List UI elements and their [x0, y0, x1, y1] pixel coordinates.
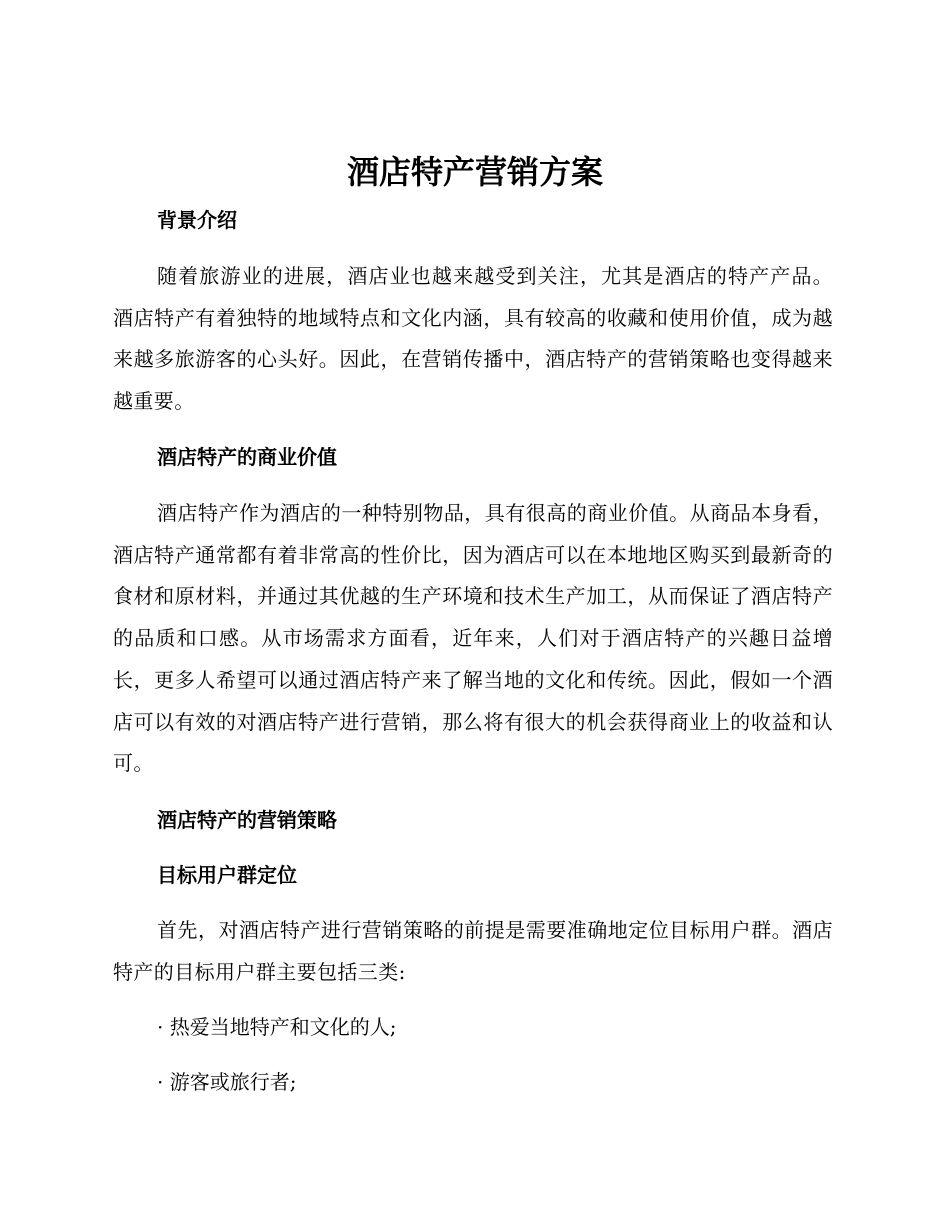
- list-item: · 游客或旅行者;: [157, 1070, 297, 1094]
- paragraph-background: 随着旅游业的进展，酒店业也越来越受到关注，尤其是酒店的特产产品。 酒店特产有着独特的地域特点和文化内涵，具有较高的收藏和使用价值，成为越来越多旅游客的心头好。因此，在营销传播中，酒店特产的营销策略也变得越来越重要。: [113, 264, 833, 414]
- section-heading-background: 背景介绍: [157, 208, 237, 232]
- paragraph-target-users: 首先，对酒店特产进行营销策略的前提是需要准确地定位目标用户群。酒店特产的目标用户群主要包括三类:: [113, 918, 833, 984]
- paragraph-commercial-value: 酒店特产作为酒店的一种特别物品，具有很高的商业价值。从商品本身看，酒店特产通常都有着非常高的性价比，因为酒店可以在本地地区购买到最新奇的食材和原材料，并通过其优越的生产环境和技术生产加工，从而保证了酒店特产的品质和口感。从市场需求方面看，近年来，人们对于酒店特产的兴趣日益增长，更多人希望可以通过酒店特产来了解当地的文化和传统。因此，假如一个酒店可以有效的对酒店特产进行营销，那么将有很大的机会获得商业上的收益和认可。: [113, 501, 833, 776]
- section-heading-target-users: 目标用户群定位: [157, 863, 297, 887]
- list-item: · 热爱当地特产和文化的人;: [157, 1015, 397, 1039]
- document-title: 酒店特产营销方案: [346, 153, 603, 191]
- section-heading-commercial-value: 酒店特产的商业价值: [157, 445, 337, 469]
- section-heading-marketing-strategy: 酒店特产的营销策略: [157, 808, 337, 832]
